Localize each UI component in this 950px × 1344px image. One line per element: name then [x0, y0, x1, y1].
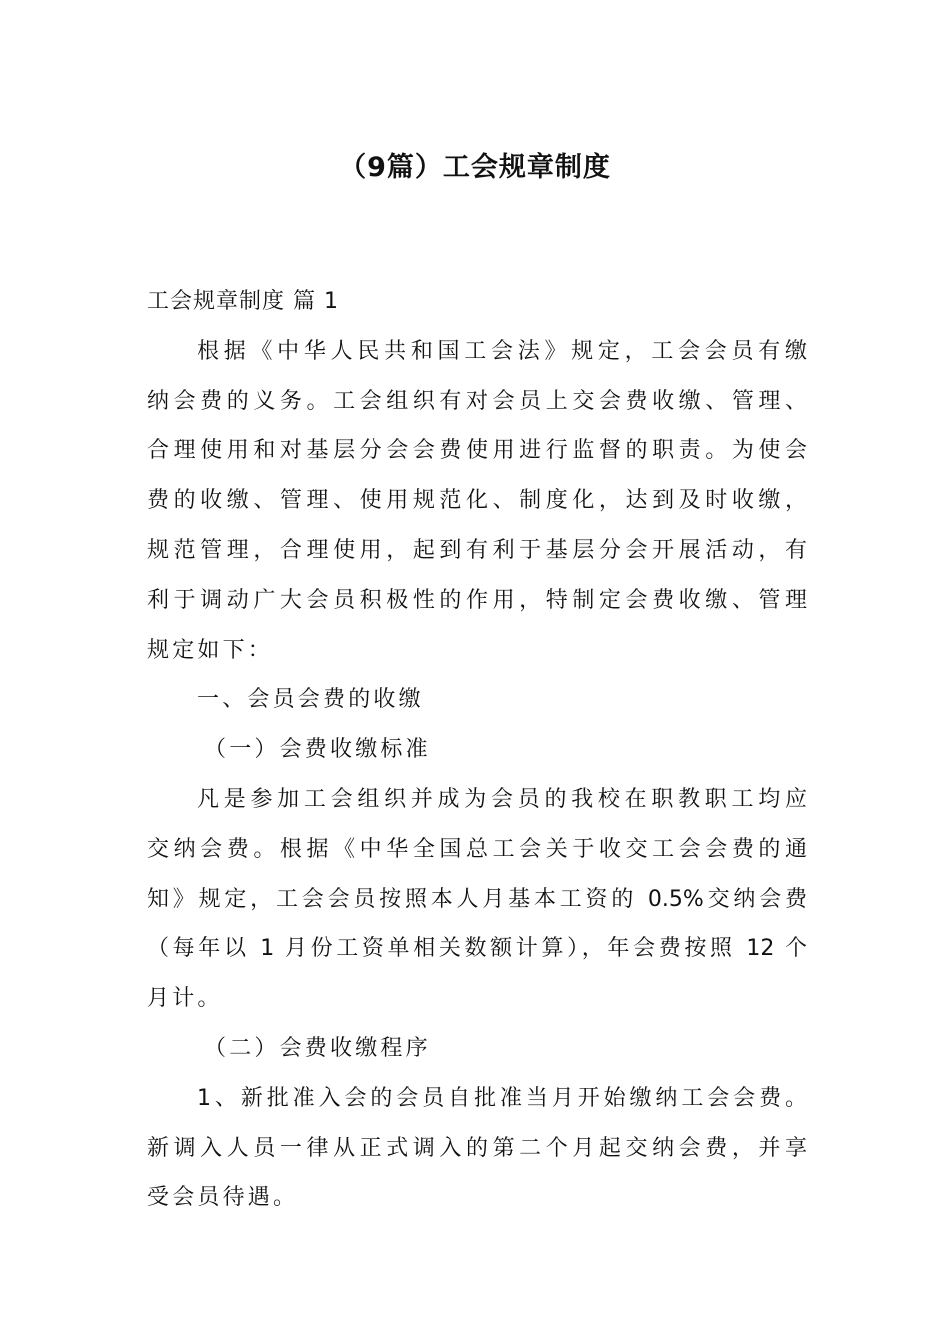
- paragraph-line: 利于调动广大会员积极性的作用，特制定会费收缴、管理: [147, 587, 807, 613]
- paragraph-line: 知》规定，工会会员按照本人月基本工资的 0.5%交纳会费: [147, 886, 807, 912]
- subheading-fee-procedure: （二）会费收缴程序: [204, 1035, 431, 1061]
- paragraph-line: 交纳会费。根据《中华全国总工会关于收交工会会费的通: [147, 836, 807, 862]
- paragraph-line: 凡是参加工会组织并成为会员的我校在职教职工均应: [197, 786, 807, 812]
- paragraph-fee-obligation: [147, 327, 807, 676]
- section-label: 工会规章制度 篇 1: [147, 289, 339, 314]
- paragraph-line: 受会员待遇。: [147, 1185, 299, 1211]
- paragraph-line: 纳会费的义务。工会组织有对会员上交会费收缴、管理、: [147, 388, 807, 414]
- paragraph-line: 1、新批准入会的会员自批准当月开始缴纳工会会费。: [197, 1085, 807, 1111]
- paragraph-line: 规定如下：: [147, 637, 274, 663]
- paragraph-line: 根据《中华人民共和国工会法》规定，工会会员有缴: [197, 338, 807, 364]
- paragraph-line: 新调入人员一律从正式调入的第二个月起交纳会费，并享: [147, 1135, 807, 1161]
- document-title: （9篇）工会规章制度: [339, 152, 611, 183]
- paragraph-line: （每年以 1 月份工资单相关数额计算），年会费按照 12 个: [147, 936, 807, 962]
- paragraph-line: 规范管理，合理使用，起到有利于基层分会开展活动，有: [147, 537, 807, 563]
- paragraph-line: 月计。: [147, 986, 223, 1012]
- paragraph-line: 合理使用和对基层分会会费使用进行监督的职责。为使会: [147, 438, 807, 464]
- paragraph-fee-standard: [147, 775, 807, 1024]
- paragraph-line: 费的收缴、管理、使用规范化、制度化，达到及时收缴，: [147, 488, 807, 514]
- paragraph-fee-procedure: [147, 1074, 807, 1223]
- heading-fee-collection: 一、会员会费的收缴: [197, 687, 424, 713]
- document-body: [147, 277, 807, 1223]
- subheading-fee-standard: （一）会费收缴标准: [204, 737, 431, 763]
